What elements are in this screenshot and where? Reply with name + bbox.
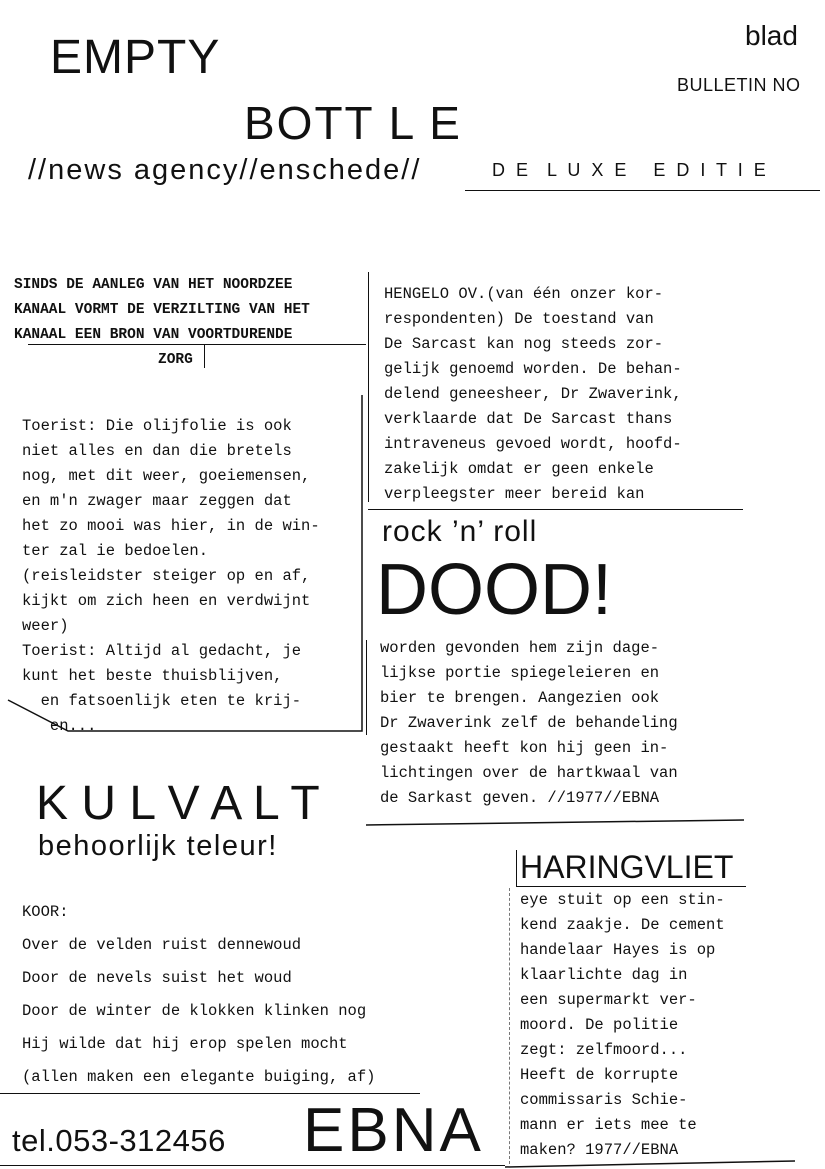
phone-number: tel.053-312456 bbox=[12, 1123, 226, 1158]
koor-bottom-rule bbox=[0, 1093, 420, 1094]
toerist-line: en... bbox=[22, 717, 97, 735]
noordzee-headline bbox=[14, 273, 310, 373]
ebna-logo: EBNA bbox=[303, 1096, 484, 1165]
noordzee-line: ZORG bbox=[158, 352, 193, 368]
masthead-tagline: //news agency//enschede// bbox=[28, 154, 422, 186]
haringvliet-line: eye stuit op een stin- bbox=[520, 891, 725, 909]
koor-line: Door de winter de klokken klinken nog bbox=[22, 1002, 367, 1020]
rocknroll-line: lichtingen over de hartkwaal van bbox=[380, 764, 678, 782]
haringvliet-line: moord. De politie bbox=[520, 1016, 679, 1034]
hengelo-line: verpleegster meer bereid kan bbox=[384, 485, 645, 503]
toerist-line: Toerist: Altijd al gedacht, je bbox=[22, 642, 302, 660]
haringvliet-text bbox=[520, 888, 725, 1163]
blad-label: blad bbox=[745, 20, 798, 51]
haringvliet-line: commissaris Schie- bbox=[520, 1091, 688, 1109]
haringvliet-headline: HARINGVLIET bbox=[520, 849, 734, 885]
koor-line: (allen maken een elegante buiging, af) bbox=[22, 1068, 376, 1086]
haringvliet-line: klaarlichte dag in bbox=[520, 966, 688, 984]
hengelo-bottom-rule bbox=[368, 509, 743, 510]
hengelo-line: HENGELO OV.(van één onzer kor- bbox=[384, 285, 664, 303]
haringvliet-line: een supermarkt ver- bbox=[520, 991, 697, 1009]
hengelo-line: delend geneesheer, Dr Zwaverink, bbox=[384, 385, 682, 403]
toerist-line: kijkt om zich heen en verdwijnt bbox=[22, 592, 311, 610]
toerist-line: en fatsoenlijk eten te krij- bbox=[22, 692, 302, 710]
rocknroll-left-rule bbox=[366, 640, 367, 735]
toerist-line: kunt het beste thuisblijven, bbox=[22, 667, 283, 685]
column-divider bbox=[368, 272, 369, 502]
toerist-frame bbox=[0, 395, 370, 740]
hengelo-line: zakelijk omdat er geen enkele bbox=[384, 460, 654, 478]
toerist-line: weer) bbox=[22, 617, 69, 635]
hengelo-text bbox=[384, 282, 682, 507]
noordzee-rule-v bbox=[204, 344, 205, 368]
koor-line: Door de nevels suist het woud bbox=[22, 969, 292, 987]
noordzee-rule bbox=[28, 344, 366, 345]
toerist-line: ter zal ie bedoelen. bbox=[22, 542, 209, 560]
kulvalt-headline: K U L V A L T bbox=[36, 777, 320, 830]
rocknroll-kicker: rock ’n’ roll bbox=[382, 515, 538, 548]
rocknroll-line: bier te brengen. Aangezien ook bbox=[380, 689, 660, 707]
haringvliet-bottom-rule bbox=[505, 1150, 805, 1169]
hengelo-line: verklaarde dat De Sarcast thans bbox=[384, 410, 673, 428]
hengelo-line: gelijk genoemd worden. De behan- bbox=[384, 360, 682, 378]
rocknroll-line: Dr Zwaverink zelf de behandeling bbox=[380, 714, 678, 732]
rocknroll-line: gestaakt heeft kon hij geen in- bbox=[380, 739, 669, 757]
masthead-title-empty: EMPTY bbox=[50, 31, 221, 84]
hengelo-line: respondenten) De toestand van bbox=[384, 310, 654, 328]
hengelo-line: De Sarcast kan nog steeds zor- bbox=[384, 335, 664, 353]
rocknroll-line: lijkse portie spiegeleieren en bbox=[380, 664, 660, 682]
bulletin-label: BULLETIN NO bbox=[677, 75, 801, 95]
toerist-line: niet alles en dan die bretels bbox=[22, 442, 292, 460]
haringvliet-line: Heeft de korrupte bbox=[520, 1066, 679, 1084]
haringvliet-line: maken? 1977//EBNA bbox=[520, 1141, 679, 1159]
koor-line: Over de velden ruist dennewoud bbox=[22, 936, 302, 954]
rocknroll-line: worden gevonden hem zijn dage- bbox=[380, 639, 660, 657]
koor-line: Hij wilde dat hij erop spelen mocht bbox=[22, 1035, 348, 1053]
koor-text bbox=[22, 896, 375, 1094]
noordzee-line: KANAAL VORMT DE VERZILTING VAN HET bbox=[14, 302, 310, 318]
noordzee-line: SINDS DE AANLEG VAN HET NOORDZEE bbox=[14, 277, 293, 293]
noordzee-line: KANAAL EEN BRON VAN VOORTDURENDE bbox=[14, 327, 293, 343]
kulvalt-subhead: behoorlijk teleur! bbox=[38, 830, 278, 862]
rocknroll-text bbox=[380, 636, 678, 811]
edition-underline bbox=[465, 190, 820, 191]
rocknroll-line: de Sarkast geven. //1977//EBNA bbox=[380, 789, 660, 807]
masthead-title-bottle: BOTT L E bbox=[244, 97, 462, 149]
toerist-line: het zo mooi was hier, in de win- bbox=[22, 517, 320, 535]
dood-headline: DOOD! bbox=[376, 550, 613, 630]
footer-bottom-rule bbox=[0, 1165, 505, 1166]
toerist-line: Toerist: Die olijfolie is ook bbox=[22, 417, 292, 435]
rocknroll-bottom-rule bbox=[364, 800, 749, 830]
koor-line: KOOR: bbox=[22, 903, 69, 921]
haringvliet-head-rule bbox=[516, 886, 746, 887]
haringvliet-line: handelaar Hayes is op bbox=[520, 941, 716, 959]
edition-label: D E L U X E E D I T I E bbox=[492, 160, 769, 180]
toerist-line: (reisleidster steiger op en af, bbox=[22, 567, 311, 585]
toerist-line: nog, met dit weer, goeiemensen, bbox=[22, 467, 311, 485]
haringvliet-line: zegt: zelfmoord... bbox=[520, 1041, 688, 1059]
haringvliet-line: kend zaakje. De cement bbox=[520, 916, 725, 934]
haringvliet-head-rule-v bbox=[516, 850, 517, 886]
haringvliet-left-edge bbox=[509, 888, 510, 1164]
hengelo-line: intraveneus gevoed wordt, hoofd- bbox=[384, 435, 682, 453]
haringvliet-line: mann er iets mee te bbox=[520, 1116, 697, 1134]
toerist-line: en m'n zwager maar zeggen dat bbox=[22, 492, 292, 510]
